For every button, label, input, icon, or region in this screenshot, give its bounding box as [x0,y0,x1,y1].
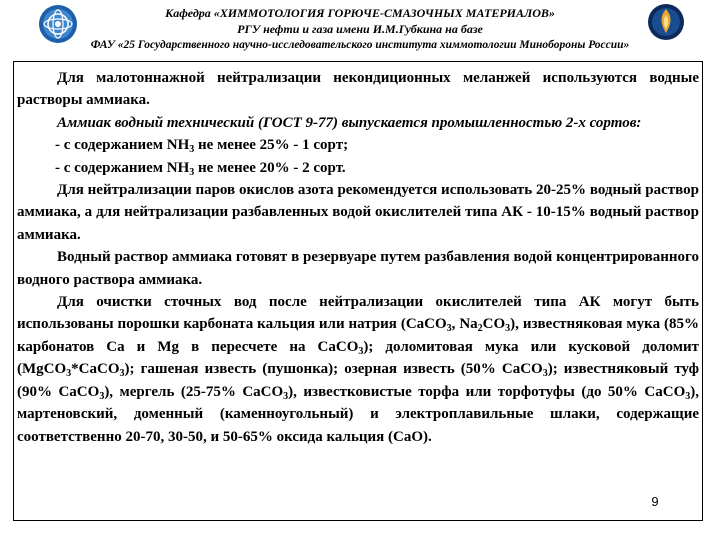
paragraph-wastewater-treatment: Для очистки сточных вод после нейтрализации окислителей типа АК могут быть использованы порошки карбоната кальция или натрия (CaCO$_3$, $Na_2CO_3$), известняковая мука (85% карбонатов Ca и Mg в пересчете на CaCO$_3$); доломитовая мука или кусковой доломит (MgCO$_3$*CaCO$_3$); гашеная известь (пушонка); озерная известь (50% CaCO$_3$); известняковый туф (90% CaCO$_3$), мергель (25-75% CaCO$_3$), известковистые торфа или торфотуфы (до 50% CaCO$_3$), мартеновский, доменный (каменноугольный) и электроплавильные шлаки, содержащие соответственно 20-70, 30-50, и 50-65% оксида кальция (CaO). [17,294,700,445]
slide-body [17,67,699,448]
paragraph-solution-preparation: Водный раствор аммиака готовят в резервуаре путем разбавления водой концентрированного водного раствора аммиака. [17,249,699,288]
university-logo-icon [647,3,685,41]
header-institute: ФАУ «25 Государственного научно-исследовательского института химмотологии Минобороны России» [90,39,630,51]
paragraph-ammonia-use: Для малотоннажной нейтрализации некондиционных меланжей используются водные растворы аммиака. [17,70,699,109]
list-item-grade-1: - с содержанием $NH_3$ не менее 25% - 1 сорт; [55,137,349,156]
paragraph-gost: Аммиак водный технический (ГОСТ 9-77) выпускается промышленностью 2-х сортов: [57,114,642,131]
header-university: РГУ нефти и газа имени И.М.Губкина на базе [237,22,483,36]
slide-header [0,0,720,56]
page-number: 9 [651,494,659,509]
paragraph-vapor-neutralization: Для нейтрализации паров окислов азота рекомендуется использовать 20-25% водный раствор аммиака, а для нейтрализации разбавленных водой окислителей типа АК - 10-15% водный раствор аммиака. [17,182,699,243]
list-item-grade-2: - с содержанием $NH_3$ не менее 20% - 2 сорт. [55,159,346,178]
header-department: Кафедра «ХИММОТОЛОГИЯ ГОРЮЧЕ-СМАЗОЧНЫХ МАТЕРИАЛОВ» [165,6,555,20]
